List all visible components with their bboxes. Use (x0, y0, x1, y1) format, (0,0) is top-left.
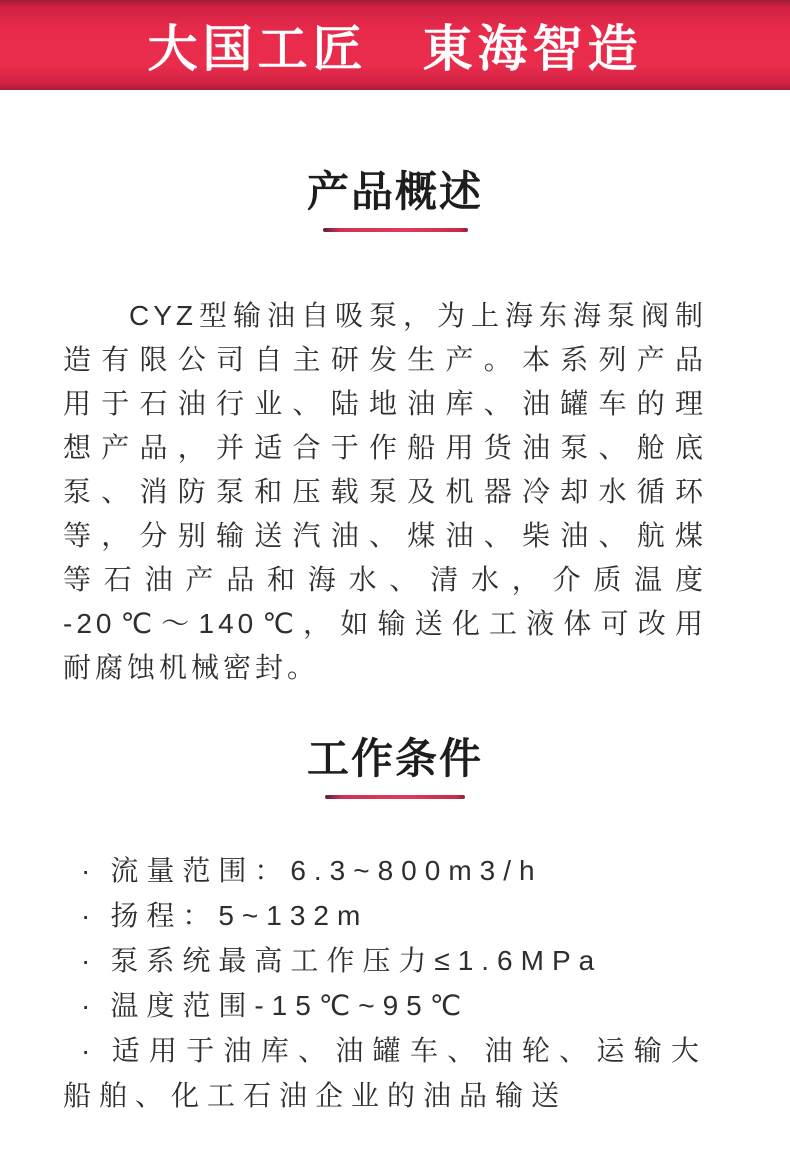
conditions-list (63, 848, 707, 1118)
paragraph-line: CYZ型输油自吸泵，为上海东海泵阀制 (129, 300, 707, 331)
paragraph-line: 泵、消防泵和压载泵及机器冷却水循环 (63, 476, 707, 507)
paragraph-line: 用于石油行业、陆地油库、油罐车的理 (63, 388, 707, 419)
condition-item-label: 流量范围：6.3~800m3/h (110, 855, 543, 886)
header-banner (0, 0, 790, 90)
condition-item-label: 温度范围-15℃~95℃ (110, 990, 470, 1021)
bullet-dot-icon: · (81, 990, 99, 1021)
conditions-heading: 工作条件 (306, 735, 483, 782)
condition-item-head-range (63, 893, 707, 938)
condition-item-label: 泵系统最高工作压力≤1.6MPa (110, 945, 603, 976)
bullet-dot-icon: · (81, 855, 99, 886)
brand-slogan: 大国工匠 東海智造 (147, 21, 643, 77)
overview-heading-underline (323, 228, 468, 232)
overview-section-header (0, 168, 790, 232)
condition-item-temp-range (63, 983, 707, 1028)
paragraph-line: 等石油产品和海水、清水，介质温度 (63, 564, 707, 595)
condition-item-max-pressure (63, 938, 707, 983)
paragraph-line: 等，分别输送汽油、煤油、柴油、航煤 (63, 520, 707, 551)
paragraph-line: 造有限公司自主研发生产。本系列产品 (63, 344, 707, 375)
conditions-section-header (0, 735, 790, 799)
paragraph-line: 想产品，并适合于作船用货油泵、舱底 (63, 432, 707, 463)
paragraph-line: -20℃～140℃，如输送化工液体可改用 (63, 608, 707, 639)
condition-item-label: 适用于油库、油罐车、油轮、运输大 (110, 1035, 707, 1066)
bullet-dot-icon: · (81, 945, 99, 976)
condition-item-flow-range (63, 848, 707, 893)
paragraph-line: 耐腐蚀机械密封。 (63, 652, 320, 683)
condition-item-label: 扬程：5~132m (110, 900, 369, 931)
conditions-heading-underline (325, 795, 465, 799)
bullet-dot-icon: · (81, 900, 99, 931)
condition-item-applications-continued: 船舶、化工石油企业的油品输送 (63, 1080, 568, 1111)
bullet-dot-icon: · (81, 1035, 99, 1066)
overview-heading: 产品概述 (306, 168, 483, 215)
overview-paragraph (63, 294, 707, 690)
condition-item-applications (63, 1028, 707, 1073)
